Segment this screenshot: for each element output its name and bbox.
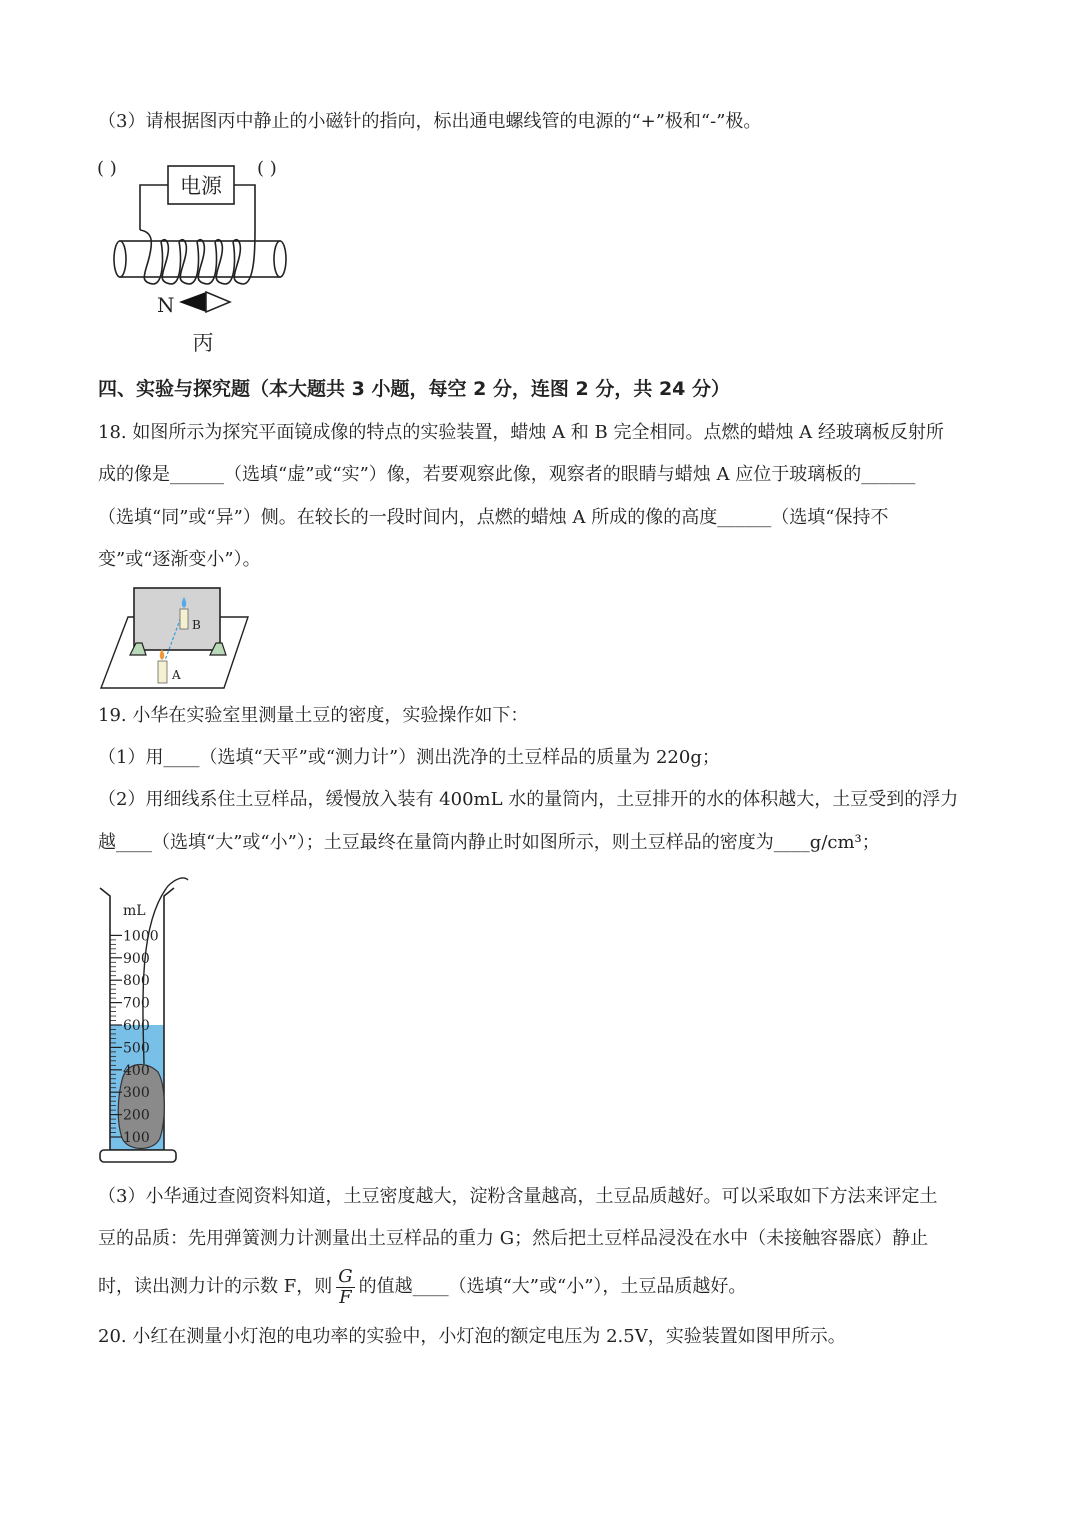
solenoid-left-end [114, 241, 126, 277]
q19-intro: 19. 小华在实验室里测量土豆的密度，实验操作如下： [98, 705, 529, 726]
q18-line3: （选填“同”或“异”）侧。在较长的一段时间内，点燃的蜡烛 A 所成的像的高度______（选填“保持不 [98, 507, 889, 528]
fraction-numerator: G [338, 1265, 353, 1287]
needle-n-label: N [157, 293, 175, 317]
wire-left [140, 185, 168, 230]
wire-right [234, 185, 255, 230]
compass-needle-south [206, 292, 230, 312]
q19-part3-line1: （3）小华通过查阅资料知道，土豆密度越大，淀粉含量越高，土豆品质越好。可以采取如下方法来评定土 [98, 1186, 938, 1207]
glass-plate [134, 588, 220, 650]
tick-label-400: 400 [123, 1062, 150, 1079]
q18-line4: 变”或“逐渐变小”）。 [98, 549, 261, 570]
q19-part3-line2: 豆的品质：先用弹簧测力计测量出土豆样品的重力 G；然后把土豆样品浸没在水中（未接触容器底）静止 [98, 1228, 929, 1249]
tick-label-300: 300 [123, 1085, 150, 1102]
q18-line2: 成的像是______（选填“虚”或“实”）像，若要观察此像，观察者的眼睛与蜡烛 A 应位于玻璃板的______ [98, 464, 916, 485]
tick-label-900: 900 [123, 950, 150, 967]
right-pole-blank: ( ) [257, 158, 277, 179]
q19-part2-line1: （2）用细线系住土豆样品，缓慢放入装有 400mL 水的量筒内，土豆排开的水的体积越大，土豆受到的浮力 [98, 789, 959, 810]
compass-needle-north [179, 292, 206, 312]
power-label: 电源 [180, 174, 222, 198]
tick-label-100: 100 [123, 1130, 150, 1146]
fraction-denominator: F [339, 1286, 352, 1308]
figure-bing-solenoid [95, 150, 315, 360]
tick-label-700: 700 [123, 995, 150, 1012]
g-over-f-fraction [336, 1267, 354, 1308]
q19-part1: （1）用____（选填“天平”或“测力计”）测出洗净的土豆样品的质量为 220g； [98, 747, 720, 768]
tick-label-800: 800 [123, 973, 150, 990]
candle-b [180, 609, 188, 629]
figure-graduated-cylinder [96, 872, 206, 1167]
section4-heading: 四、实验与探究题（本大题共 3 小题，每空 2 分，连图 2 分，共 24 分） [98, 378, 731, 400]
left-pole-blank: ( ) [97, 158, 117, 179]
q19-part3-line3-pre: 时，读出测力计的示数 F，则 [98, 1276, 333, 1297]
label-a: A [172, 668, 181, 682]
q20-text: 20. 小红在测量小灯泡的电功率的实验中，小灯泡的额定电压为 2.5V，实验装置如图甲所示。 [98, 1326, 846, 1347]
figure-caption-bing: 丙 [192, 331, 214, 355]
figure-plane-mirror [98, 583, 253, 693]
tick-label-200: 200 [123, 1107, 150, 1124]
unit-label: mL [123, 903, 146, 919]
solenoid-body [120, 241, 280, 277]
q17-part3-text: （3）请根据图丙中静止的小磁针的指向，标出通电螺线管的电源的“+”极和“-”极。 [98, 111, 762, 132]
q19-part3-line3-post: 的值越____（选填“大”或“小”），土豆品质越好。 [358, 1276, 747, 1297]
q19-part3-line3 [98, 1264, 746, 1310]
tick-label-600: 600 [123, 1018, 150, 1034]
label-b: B [192, 618, 201, 632]
tick-label-1000: 1000 [123, 928, 159, 945]
cylinder-base [100, 1150, 176, 1162]
solenoid-right-end [274, 241, 286, 277]
q19-part2-line2: 越____（选填“大”或“小”）；土豆最终在量筒内静止时如图所示，则土豆样品的密度为____g/cm³； [98, 832, 880, 853]
tick-label-500: 500 [123, 1040, 150, 1057]
q18-line1: 18. 如图所示为探究平面镜成像的特点的实验装置，蜡烛 A 和 B 完全相同。点燃的蜡烛 A 经玻璃板反射所 [98, 422, 944, 443]
candle-a [158, 661, 167, 683]
